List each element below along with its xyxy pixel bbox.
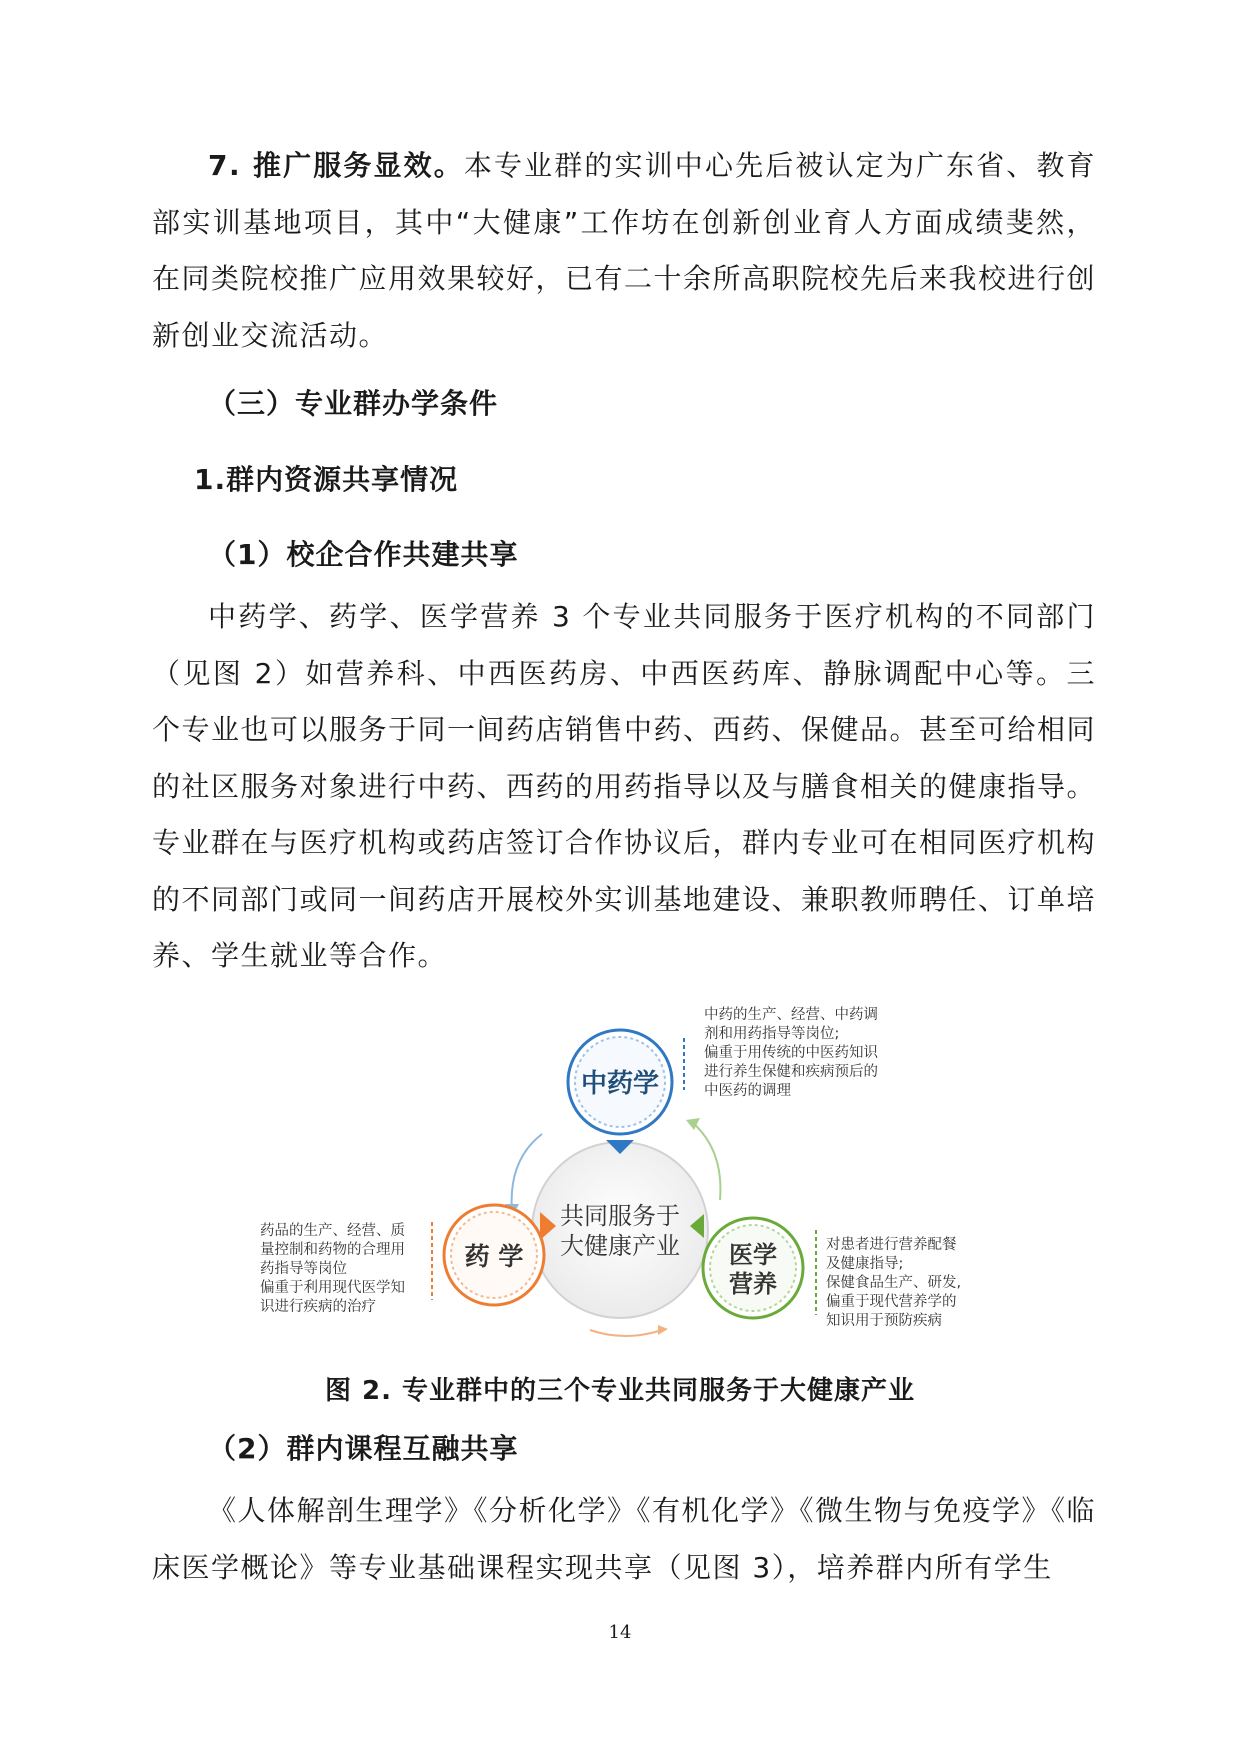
tcm-note-line: 偏重于用传统的中医药知识 <box>704 1045 878 1061</box>
center-circle <box>532 1142 708 1318</box>
tcm-label: 中药学 <box>580 1069 660 1099</box>
nutrition-note <box>826 1236 961 1331</box>
arrow-bottom <box>590 1330 662 1336</box>
paragraph-course-sharing: 《人体解剖生理学》《分析化学》《有机化学》《微生物与免疫学》《临床医学概论》等专业基础课程实现共享（见图 3），培养群内所有学生 <box>152 1494 1097 1584</box>
tcm-note-line: 中药的生产、经营、中药调 <box>704 1007 878 1023</box>
pharmacy-note-line: 药品的生产、经营、质 <box>260 1223 405 1239</box>
pharmacy-note-line: 偏重于利用现代医学知 <box>260 1280 405 1296</box>
nutrition-note-line: 保健食品生产、研发, <box>826 1275 962 1291</box>
center-text-line1: 共同服务于 <box>560 1202 680 1230</box>
figure-caption: 图 2. 专业群中的三个专业共同服务于大健康产业 <box>324 1376 916 1406</box>
section7-heading: 7. 推广服务显效。 <box>208 149 464 182</box>
pharmacy-note-line: 量控制和药物的合理用 <box>260 1242 405 1258</box>
pharmacy-note <box>260 1222 405 1317</box>
page-number: 14 <box>608 1622 632 1643</box>
item-heading-cooperation: （1）校企合作共建共享 <box>208 538 519 571</box>
paragraph-cooperation: 中药学、药学、医学营养 3 个专业共同服务于医疗机构的不同部门（见图 2）如营养科、中西医药房、中西医药库、静脉调配中心等。三个专业也可以服务于同一间药店销售中药、西药、保健品。甚至可给相同的社区服务对象进行中药、西药的用药指导以及与膳食相关的健康指导。专业群在与医疗机构或药店签订合作协议后，群内专业可在相同医疗机构的不同部门或同一间药店开展校外实训基地建设、兼职教师聘任、订单培养、学生就业等合作。 <box>152 600 1097 972</box>
tcm-note-line: 进行养生保健和疾病预后的 <box>704 1064 878 1080</box>
tcm-note <box>704 1006 878 1101</box>
nutrition-note-line: 知识用于预防疾病 <box>826 1313 942 1329</box>
item-heading-course-sharing: （2）群内课程互融共享 <box>208 1432 519 1465</box>
pharmacy-note-line: 药指导等岗位 <box>260 1261 347 1277</box>
nutrition-note-line: 偏重于现代营养学的 <box>826 1294 957 1310</box>
pharmacy-label: 药 学 <box>464 1242 524 1271</box>
tcm-note-line: 剂和用药指导等岗位; <box>704 1026 840 1042</box>
tcm-note-line: 中医药的调理 <box>704 1083 791 1099</box>
nutrition-note-line: 及健康指导; <box>826 1256 904 1272</box>
nutrition-label-line1: 医学 <box>729 1241 777 1269</box>
section7-text: 本专业群的实训中心先后被认定为广东省、教育部实训基地项目，其中“大健康”工作坊在创新创业育人方面成绩斐然，在同类院校推广应用效果较好，已有二十余所高职院校先后来我校进行创新创业交流活动。 <box>152 149 1097 352</box>
center-text-line2: 大健康产业 <box>560 1232 680 1260</box>
nutrition-label-line2: 营养 <box>729 1270 777 1298</box>
figure-2-diagram <box>250 1000 990 1350</box>
nutrition-note-line: 对患者进行营养配餐 <box>826 1237 957 1253</box>
subsection-heading-resource-sharing: 1.群内资源共享情况 <box>194 463 459 496</box>
pharmacy-note-line: 识进行疾病的治疗 <box>260 1299 376 1315</box>
paragraph-section7 <box>152 138 1096 364</box>
section-heading-conditions: （三）专业群办学条件 <box>208 387 499 420</box>
